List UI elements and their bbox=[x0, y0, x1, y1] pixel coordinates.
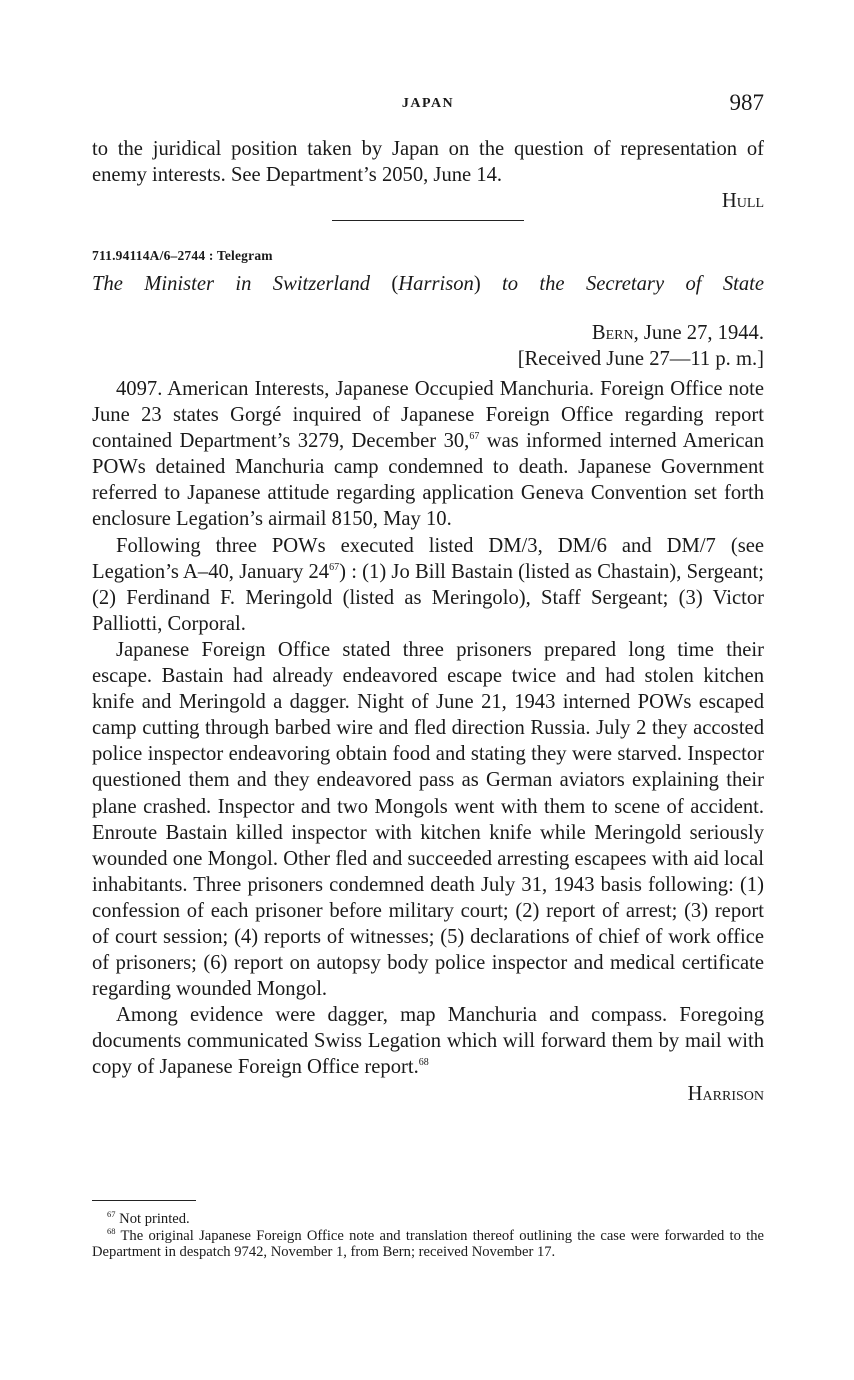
paragraph-3: Japanese Foreign Office stated three prisoners prepared long time their escape. Bastain had already endeavored escape twice and had stolen kitchen knife and Meringold a dagger. Night of June 21, 1943 interned POWs escaped camp cutting through barbed wire and fled direction Russia. July 2 they accosted police inspector endeavoring obtain food and stating they were starved. Inspector questioned them and they endeavored pass as German aviators explaining their plane crashed. Inspector and two Mongols went with them to scene of accident. Enroute Bastain killed inspector with kitchen knife while Meringold seriously wounded one Mongol. Other fled and succeeded arresting escapees with aid local inhabitants. Three prisoners condemned death July 31, 1943 basis following: (1) confession of each prisoner before military court; (2) report of arrest; (3) report of court session; (4) reports of witnesses; (5) declarations of chief of work office of prisoners; (6) report on autopsy body police inspector and medical certificate regarding wounded Mongol. bbox=[92, 638, 764, 1001]
paragraph-4-text: Among evidence were dagger, map Manchuria and compass. Foregoing documents communicated Swiss Legation which will forward them by mail with copy of Japanese Foreign Office report. bbox=[92, 1004, 764, 1079]
previous-document-text: to the juridical position taken by Japan on the question of representation of enemy interests. See Department’s 2050, June 14. bbox=[92, 138, 764, 187]
document-signature: Harrison bbox=[687, 1082, 764, 1105]
dateline-place: Bern bbox=[591, 322, 634, 344]
heading-open-paren: ( bbox=[391, 273, 399, 295]
section-divider bbox=[332, 220, 524, 221]
paragraph-2-text: Following three POWs executed listed DM/3, DM/6 and DM/7 (see Legation’s A–40, January 24 bbox=[92, 534, 764, 583]
footnote-67 bbox=[92, 1211, 764, 1228]
place-and-date bbox=[92, 320, 764, 346]
footnote-68 bbox=[92, 1225, 764, 1261]
footnote-68-text: The original Japanese Foreign Office note and translation thereof outlining the case were forwarded to the Department in despatch 9742, November 1, from Bern; received November 17. bbox=[92, 1227, 764, 1261]
paragraph-2 bbox=[92, 533, 764, 637]
previous-document-ending bbox=[92, 136, 764, 214]
footnotes bbox=[92, 1211, 764, 1261]
received-note: [Received June 27—11 p. m.] bbox=[517, 348, 764, 370]
running-title: JAPAN bbox=[401, 96, 455, 111]
footnote-ref-68: 68 bbox=[418, 1057, 429, 1069]
document-heading bbox=[92, 273, 764, 296]
footnote-divider bbox=[92, 1200, 196, 1201]
dateline bbox=[92, 320, 764, 372]
heading-close-paren: ) bbox=[473, 273, 481, 295]
footnote-67-text: Not printed. bbox=[115, 1211, 190, 1227]
paragraph-1-text: 4097. American Interests, Japanese Occupied Manchuria. Foreign Office note June 23 states Gorgé inquired of Japanese Foreign Office regarding report contained Department’s 3279, December 30, bbox=[92, 378, 764, 453]
footnote-67-mark: 67 bbox=[107, 1209, 116, 1219]
paragraph-1-tail: was informed interned American POWs detained Manchuria camp condemned to death. Japanese Government referred to Japanese attitude regarding application Geneva Convention set forth enclosure Legation’s airmail 8150, May 10. bbox=[92, 430, 764, 531]
heading-part-b: to the Secretary of State bbox=[480, 273, 765, 295]
telegram-body bbox=[92, 376, 764, 1107]
footnote-ref-67: 67 bbox=[469, 431, 480, 443]
dateline-date: , June 27, 1944. bbox=[633, 322, 764, 344]
file-number: 711.94114A/6–2744 : Telegram bbox=[92, 248, 273, 263]
running-head bbox=[92, 90, 764, 120]
paragraph-1 bbox=[92, 376, 764, 533]
footnote-ref-67-second: 67 bbox=[329, 561, 340, 573]
footnote-68-mark: 68 bbox=[107, 1225, 116, 1236]
heading-part-a: The Minister in Switzerland bbox=[92, 273, 392, 295]
paragraph-4 bbox=[92, 1002, 764, 1080]
page-number: 987 bbox=[729, 90, 764, 115]
previous-document-signature: Hull bbox=[721, 190, 764, 213]
heading-name: Harrison bbox=[398, 273, 474, 295]
paragraph-2-tail: ) : (1) Jo Bill Bastain (listed as Chastain), Sergeant; (2) Ferdinand F. Meringold (listed as Meringolo), Staff Sergeant; (3) Victor Palliotti, Corporal. bbox=[92, 560, 764, 635]
